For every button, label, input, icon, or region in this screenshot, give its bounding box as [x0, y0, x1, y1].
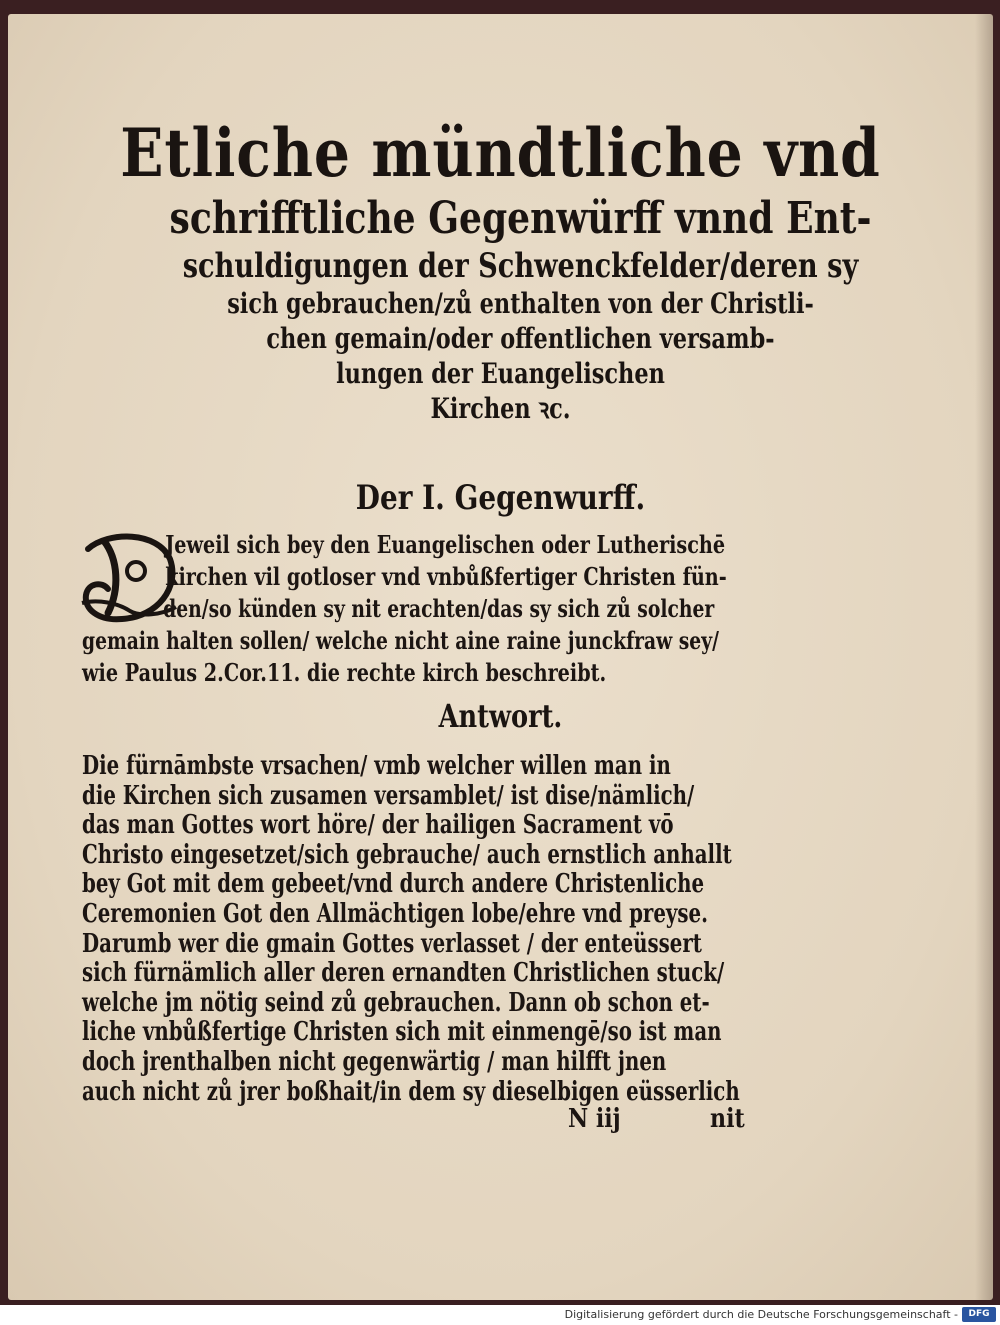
text-line: liche vnbůßfertige Christen sich mit einmengē/so ist man: [82, 1017, 722, 1048]
text-line: die Kirchen sich zusamen versamblet/ ist dise/nämlich/: [82, 780, 695, 811]
text-line: wie Paulus 2.Cor.11. die rechte kirch beschreibt.: [82, 658, 607, 687]
catchword: nit: [710, 1104, 745, 1134]
text-line: das man Gottes wort höre/ der hailigen Sacrament vō: [82, 810, 674, 841]
title-line-5: lungen der Euangelischen: [336, 357, 665, 390]
section-heading: Der I. Gegenwurff.: [355, 478, 646, 518]
objection-paragraph: [82, 529, 802, 689]
text-line: auch nicht zů jrer boßhait/in dem sy dieselbigen eüsserlich: [82, 1076, 740, 1107]
page-title: Etliche mündtliche vnd: [120, 114, 881, 192]
funding-credit: Digitalisierung gefördert durch die Deutsche Forschungsgemeinschaft -: [564, 1308, 958, 1321]
text-line: Darumb wer die gmain Gottes verlasset / der enteüssert: [82, 928, 702, 959]
text-line: Christo eingesetzet/sich gebrauche/ auch ernstlich anhallt: [82, 839, 732, 870]
title-block: [8, 114, 993, 426]
text-line: doch jrenthalben nicht gegenwärtig / man hilfft jnen: [82, 1046, 667, 1077]
text-line: Ceremonien Got den Allmächtigen lobe/ehre vnd preyse.: [82, 898, 708, 929]
title-line-2: schuldigungen der Schwenckfelder/deren sy: [182, 246, 859, 286]
title-line-3: sich gebrauchen/zů enthalten von der Christli-: [227, 287, 814, 320]
title-line-1: schrifftliche Gegenwürff vnnd Ent-: [169, 193, 872, 244]
text-line: Jeweil sich bey den Euangelischen oder Lutherischē: [165, 530, 726, 559]
text-line: sich fürnämlich aller deren ernandten Christlichen stuck/: [82, 958, 725, 989]
dfg-logo-icon[interactable]: DFG: [962, 1307, 996, 1322]
initial-letter: D: [122, 560, 149, 595]
book-page: [8, 14, 993, 1300]
text-line: Die fürnāmbste vrsachen/ vmb welcher willen man in: [82, 751, 671, 781]
title-line-6: Kirchen ꝛc.: [430, 392, 571, 425]
answer-heading: Antwort.: [438, 697, 563, 735]
text-line: gemain halten sollen/ welche nicht aine raine junckfraw sey/: [82, 626, 719, 655]
text-line: kirchen vil gotloser vnd vnbůßfertiger Christen fün-: [165, 562, 727, 591]
digitization-footer: [0, 1305, 1000, 1325]
text-line: den/so künden sy nit erachten/das sy sich zů solcher: [163, 594, 715, 623]
answer-paragraph: [82, 752, 802, 1107]
text-line: bey Got mit dem gebeet/vnd durch andere Christenliche: [82, 869, 705, 900]
title-line-4: chen gemain/oder offentlichen versamb-: [266, 322, 775, 355]
signature-mark: N iij: [568, 1104, 621, 1134]
text-line: welche jm nötig seind zů gebrauchen. Dann ob schon et-: [82, 987, 710, 1018]
